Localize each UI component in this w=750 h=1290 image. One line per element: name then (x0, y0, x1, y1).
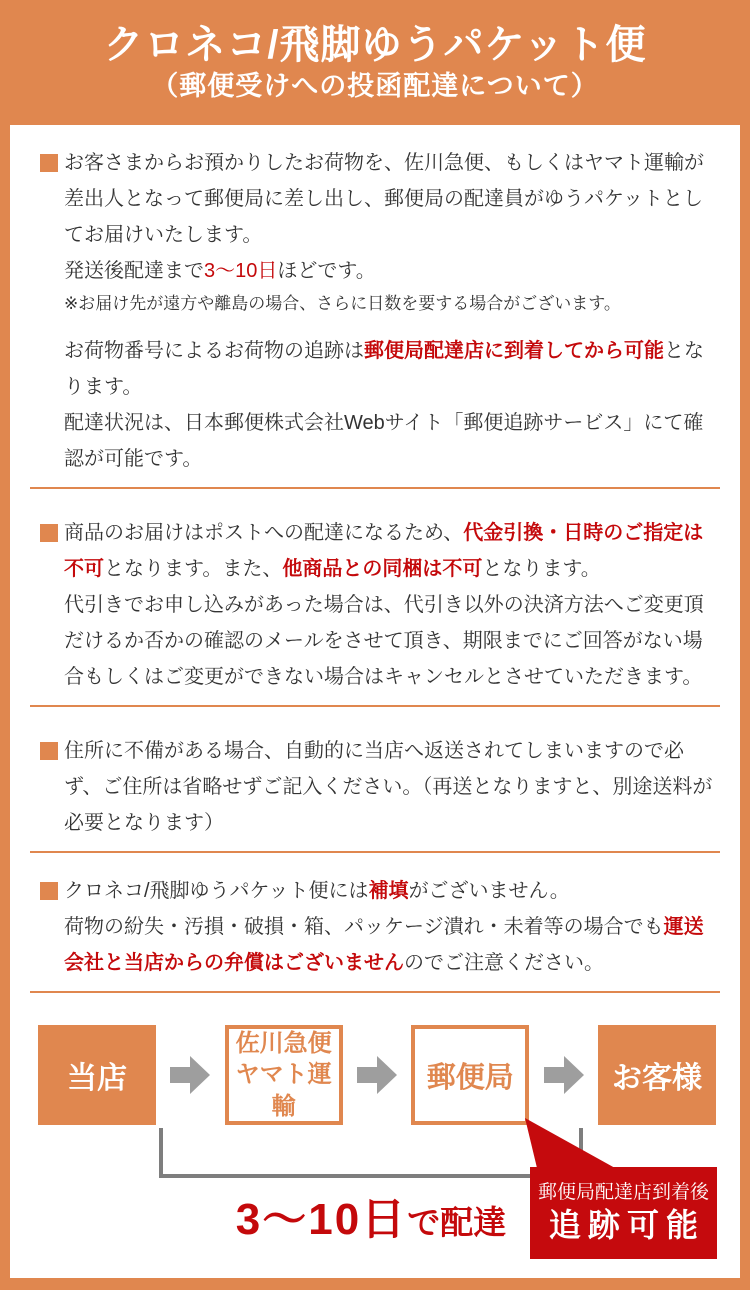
text-segment: となります。また、 (104, 558, 283, 580)
flow-step-post-office (411, 1025, 529, 1125)
text-segment: となります。 (64, 340, 704, 398)
text-segment: 商品のお届けはポストへの配達になるため、 (64, 522, 464, 544)
text-segment: となります。 (482, 558, 601, 580)
text-segment: のでご注意ください。 (404, 952, 604, 974)
text-segment: ※お届け先が遠方や離島の場合、さらに日数を要する場合がございます。 (64, 294, 621, 313)
flow-step-label: 佐川急便 (235, 1030, 332, 1058)
text-segment: 配達状況は、日本郵便株式会社Webサイト「郵便追跡サービス」にて確認が可能です。 (64, 412, 704, 470)
paragraph (40, 909, 718, 981)
bullet-square-icon (40, 524, 58, 542)
arrow-right-icon (357, 1056, 397, 1094)
flow-step-shop (38, 1025, 156, 1125)
paragraph (40, 333, 718, 405)
duration-value: 3〜10日 (235, 1195, 408, 1244)
flow-step-label: 郵便局 (426, 1061, 514, 1094)
notice-section-address (10, 707, 740, 841)
delivery-flow-diagram (10, 1025, 740, 1270)
duration-suffix: で配達 (407, 1204, 507, 1241)
text-segment: お荷物番号によるお荷物の追跡は (64, 340, 364, 362)
paragraph (40, 145, 718, 253)
text-segment-highlight: 運送会社と当店からの弁償はございません (64, 916, 704, 974)
flow-row (38, 1025, 716, 1125)
text-segment: お客さまからお預かりしたお荷物を、佐川急便、もしくはヤマト運輸が差出人となって郵便局に差し出し、郵便局の配達員がゆうパケットとしてお届けいたします。 (64, 152, 704, 246)
arrow-right-icon (544, 1056, 584, 1094)
notice-section-payment (10, 489, 740, 695)
flow-step-label: ヤマト運輸 (235, 1061, 332, 1120)
text-segment-highlight: 郵便局配達店に到着してから可能 (364, 340, 664, 362)
text-segment: 荷物の紛失・汚損・破損・箱、パッケージ潰れ・未着等の場合でも (64, 916, 664, 938)
bullet-square-icon (40, 742, 58, 760)
text-segment: がございません。 (408, 880, 570, 902)
tracking-callout (530, 1167, 717, 1259)
bullet-square-icon (40, 882, 58, 900)
flow-step-label: 当店 (67, 1062, 127, 1095)
text-segment: クロネコ/飛脚ゆうパケット便には (64, 880, 369, 902)
paragraph (40, 873, 718, 909)
text-segment: 代引きでお申し込みがあった場合は、代引き以外の決済方法へご変更頂だけるか否かの確認のメールをさせて頂き、期限までにご回答がない場合もしくはご変更ができない場合はキャンセルとさせていただきます。 (64, 594, 704, 688)
callout-condition: 郵便局配達店到着後 (537, 1181, 709, 1203)
paragraph (40, 405, 718, 477)
text-segment-highlight: 代金引換・日時のご指定は不可 (64, 522, 704, 580)
page-title: クロネコ/飛脚ゆうパケット便 (103, 23, 647, 68)
text-segment-highlight: 補填 (368, 880, 409, 902)
paragraph (40, 587, 718, 695)
page-header (0, 0, 750, 125)
footnote (40, 289, 718, 319)
text-segment-highlight: 3〜10日 (204, 260, 278, 282)
delivery-duration-caption (159, 1183, 583, 1247)
text-segment: ほどです。 (277, 260, 376, 282)
paragraph (40, 253, 718, 289)
flow-step-customer (598, 1025, 716, 1125)
bullet-square-icon (40, 154, 58, 172)
notice-section-delivery (10, 125, 740, 477)
section-divider (30, 991, 720, 993)
paragraph (40, 733, 718, 841)
flow-step-carrier (225, 1025, 343, 1125)
callout-tracking-label: 追跡可能 (548, 1206, 706, 1243)
paragraph (40, 515, 718, 587)
flow-step-label: お客様 (611, 1062, 702, 1095)
notice-section-compensation (10, 853, 740, 981)
content-card (10, 125, 740, 1278)
text-segment-highlight: 他商品との同梱は不可 (282, 558, 483, 580)
text-segment: 発送後配達まで (64, 260, 204, 282)
page-subtitle: （郵便受けへの投函配達について） (151, 71, 599, 102)
callout-pointer-icon (515, 1118, 625, 1168)
text-segment: 住所に不備がある場合、自動的に当店へ返送されてしまいますので必ず、ご住所は省略せずご記入ください。（再送となりますと、別途送料が必要となります） (64, 740, 713, 834)
arrow-right-icon (170, 1056, 210, 1094)
